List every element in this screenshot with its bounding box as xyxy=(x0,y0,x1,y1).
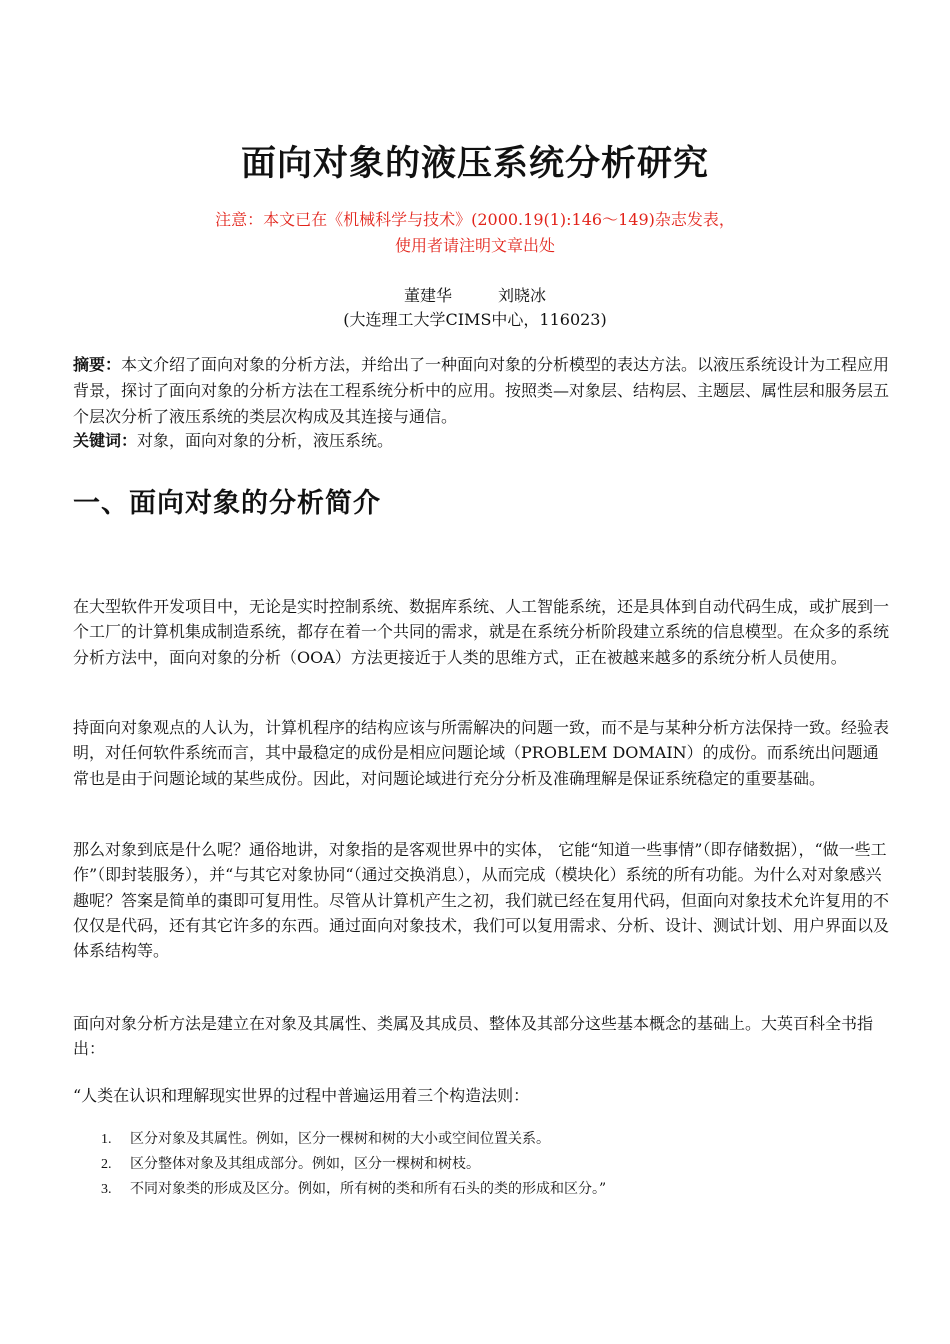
body-paragraph: 持面向对象观点的人认为，计算机程序的结构应该与所需解决的问题一致，而不是与某种分析方法保持一致。经验表明，对任何软件系统而言，其中最稳定的成份是相应问题论域（PROBLEM DOMAIN）的成份。而系统出问题通常也是由于问题论域的某些成份。因此，对问题论域进行充分分析及准确理解是保证系统稳定的重要基础。 xyxy=(73,718,890,788)
list-item xyxy=(73,1152,893,1177)
list-number: 2. xyxy=(101,1157,112,1172)
keywords-label: 关键词： xyxy=(73,431,138,450)
list-text: 区分对象及其属性。例如，区分一棵树和树的大小或空间位置关系。 xyxy=(130,1131,550,1147)
document-title: 面向对象的液压系统分析研究 xyxy=(240,144,709,184)
authors xyxy=(0,283,950,309)
list-item xyxy=(73,1177,893,1202)
author-name: 刘晓冰 xyxy=(498,286,547,305)
body-paragraph: 在大型软件开发项目中，无论是实时控制系统、数据库系统、人工智能系统，还是具体到自动代码生成，或扩展到一个工厂的计算机集成制造系统，都存在着一个共同的需求，就是在系统分析阶段建立系统的信息模型。在众多的系统分析方法中，面向对象的分析（OOA）方法更接近于人类的思维方式，正在被越来越多的系统分析人员使用。 xyxy=(73,597,890,667)
author-name: 董建华 xyxy=(403,286,452,305)
list-text: 区分整体对象及其组成部分。例如，区分一棵树和树枝。 xyxy=(130,1156,480,1172)
list-text: 不同对象类的形成及区分。例如，所有树的类和所有石头的类的形成和区分。” xyxy=(130,1181,607,1197)
quote-intro: “人类在认识和理解现实世界的过程中普遍运用着三个构造法则： xyxy=(73,1086,530,1105)
publication-notice xyxy=(0,207,950,259)
notice-line-1: 注意：本文已在《机械科学与技术》(2000.19(1):146～149)杂志发表， xyxy=(215,210,735,229)
section-heading: 一、面向对象的分析简介 xyxy=(73,488,381,519)
list-item xyxy=(73,1127,893,1152)
notice-line-2: 使用者请注明文章出处 xyxy=(394,236,555,255)
body-paragraph: 面向对象分析方法是建立在对象及其属性、类属及其成员、整体及其部分这些基本概念的基础上。大英百科全书指出： xyxy=(73,1014,874,1059)
affiliation: (大连理工大学CIMS中心，116023) xyxy=(343,310,607,329)
list-number: 3. xyxy=(101,1182,112,1197)
keywords-text: 对象，面向对象的分析，液压系统。 xyxy=(137,431,394,450)
abstract xyxy=(73,352,893,430)
keywords xyxy=(73,428,893,454)
principles-list xyxy=(73,1127,893,1202)
list-number: 1. xyxy=(101,1132,112,1147)
body-paragraph: 那么对象到底是什么呢？通俗地讲，对象指的是客观世界中的实体， 它能“知道一些事情”（即存储数据），“做一些工作”（即封装服务），并“与其它对象协同“（通过交换消息），从而完成（模块化）系统的所有功能。为什么对对象感兴趣呢？答案是简单的棗即可复用性。尽管从计算机产生之初，我们就已经在复用代码，但面向对象技术允许复用的不仅仅是代码，还有其它许多的东西。通过面向对象技术，我们可以复用需求、分析、设计、测试计划、用户界面以及体系结构等。 xyxy=(73,840,890,961)
abstract-text: 本文介绍了面向对象的分析方法，并给出了一种面向对象的分析模型的表达方法。以液压系统设计为工程应用背景，探讨了面向对象的分析方法在工程系统分析中的应用。按照类—对象层、结构层、主题层、属性层和服务层五个层次分析了液压系统的类层次构成及其连接与通信。 xyxy=(73,355,890,426)
abstract-label: 摘要： xyxy=(73,355,122,374)
